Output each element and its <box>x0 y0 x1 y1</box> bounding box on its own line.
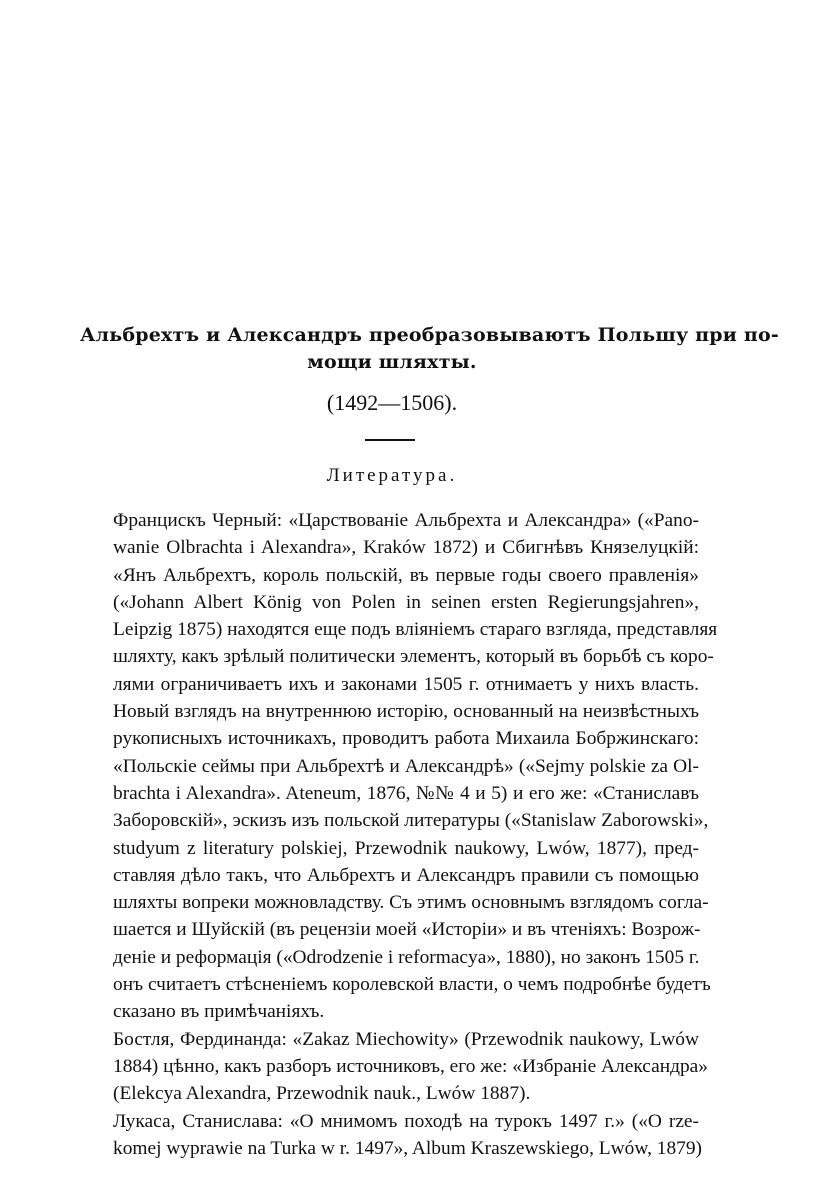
text-line: ставляя дѣло такъ, что Альбрехтъ и Александръ правили съ помощью <box>113 864 699 886</box>
text-line: шается и Шуйскій (въ рецензіи моей «Исторіи» и въ чтеніяхъ: Возрож- <box>113 919 701 941</box>
text-line: Leipzig 1875) находятся еще подъ вліяніемъ стараго взгляда, представляя <box>113 619 718 641</box>
text-line: «Янъ Альбрехтъ, король польскій, въ первые годы своего правленія» <box>113 564 699 586</box>
text-line: Францискъ Черный: «Царствованіе Альбрехта и Александра» («Pano- <box>113 510 699 531</box>
text-line: studyum z literatury polskiej, Przewodnik naukowy, Lwów, 1877), пред- <box>113 837 699 859</box>
text-line: рукописныхъ источникахъ, проводитъ работа Михаила Бобржинскаго: <box>113 728 699 750</box>
text-line: brachta i Alexandra». Ateneum, 1876, №№ 4 и 5) и его же: «Станиславъ <box>113 782 699 804</box>
chapter-years: (1492—1506). <box>326 390 458 415</box>
chapter-title-line: Альбрехтъ и Александръ преобразовываютъ Польшу при по- <box>80 324 779 346</box>
paragraph <box>80 698 711 1026</box>
text-line: 1884) цѣнно, какъ разборъ источниковъ, его же: «Избраніе Александра» <box>113 1055 708 1077</box>
literature-text <box>80 507 718 1162</box>
divider-rule <box>365 439 415 441</box>
text-line: деніе и реформація («Odrodzenie i reformacya», 1880), но законъ 1505 г. <box>113 946 700 968</box>
chapter-title-line: мощи шляхты. <box>307 351 477 373</box>
text-line: сказано въ примѣчаніяхъ. <box>113 1001 325 1023</box>
text-line: лями ограничиваетъ ихъ и законами 1505 г. отнимаетъ у нихъ власть. <box>113 673 699 695</box>
paragraph <box>80 1108 702 1163</box>
paragraph <box>80 1026 708 1108</box>
text-line: Лукаса, Станислава: «О мнимомъ походѣ на турокъ 1497 г.» («O rze- <box>113 1110 699 1132</box>
text-line: Заборовскій», эскизъ изъ польской литературы («Stanislaw Zaborowski», <box>113 810 709 832</box>
text-line: («Johann Albert König von Polen in seinen ersten Regierungsjahren», <box>113 591 699 613</box>
text-line: шляхту, какъ зрѣлый политически элементъ, который въ борьбѣ съ коро- <box>113 646 714 668</box>
text-line: wanie Olbrachta i Alexandra», Kraków 1872) и Сбигнѣвъ Князелуцкій: <box>113 537 699 559</box>
text-line: Бостля, Фердинанда: «Zakaz Miechowity» (Przewodnik naukowy, Lwów <box>113 1028 699 1050</box>
section-heading: Литература. <box>326 465 458 486</box>
text-line: «Польскіе сеймы при Альбрехтѣ и Александрѣ» («Sejmy polskie za Ol- <box>113 755 699 777</box>
chapter-title <box>80 322 779 376</box>
text-line: komej wyprawie na Turka w r. 1497», Album Kraszewskiego, Lwów, 1879) <box>113 1137 702 1159</box>
text-line: шляхты вопреки можновладству. Съ этимъ основнымъ взглядомъ согла- <box>113 892 709 914</box>
text-line: (Elekcya Alexandra, Przewodnik nauk., Lwów 1887). <box>113 1083 531 1105</box>
paragraph <box>80 507 718 698</box>
text-line: онъ считаетъ стѣсненіемъ королевской власти, о чемъ подробнѣе будетъ <box>113 974 711 996</box>
text-line: Новый взглядъ на внутреннюю исторію, основанный на неизвѣстныхъ <box>113 701 699 723</box>
